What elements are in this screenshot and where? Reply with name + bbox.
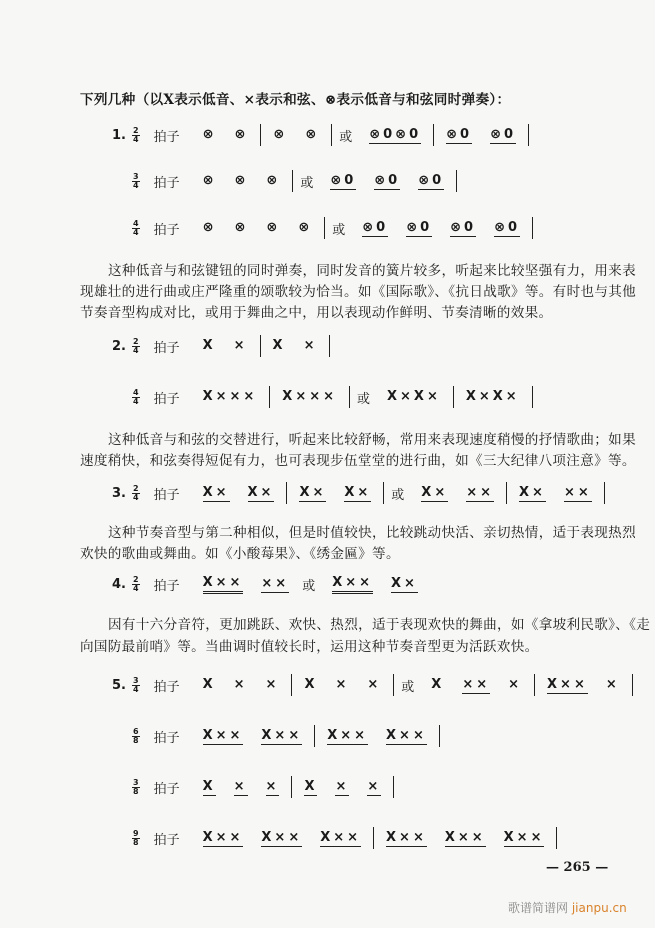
barline (453, 386, 454, 408)
barline (292, 170, 293, 192)
time-signature-denominator: 4 (133, 180, 139, 190)
note-group-beamed: X (202, 778, 216, 794)
note-group-beamed: × (335, 778, 350, 794)
note-group-beamed: X× (519, 484, 546, 500)
rhythm-row (112, 723, 443, 749)
rhythm-row (112, 333, 333, 359)
note-group: X×X× (387, 389, 441, 404)
note-group-beamed: ⊗0 (450, 219, 477, 235)
beat-label: 拍子 (153, 578, 180, 594)
barline (433, 124, 434, 146)
rhythm-row (112, 825, 560, 851)
barline (393, 674, 394, 696)
barline (532, 386, 533, 408)
time-signature (132, 220, 140, 237)
note-group: × (303, 338, 318, 353)
note-group: ⊗ (266, 220, 281, 235)
rhythm-row (112, 480, 608, 506)
time-signature-numerator: 4 (133, 218, 139, 228)
note-group: × (233, 338, 248, 353)
barline (291, 776, 292, 798)
note-group: ⊗ (305, 127, 320, 142)
barline (314, 725, 315, 747)
or-label: 或 (401, 679, 415, 695)
barline (349, 386, 350, 408)
note-group: X××× (202, 389, 258, 404)
or-label: 或 (332, 222, 346, 238)
note-group-beamed: ⊗0 (494, 219, 521, 235)
note-group-beamed: X×× (332, 575, 373, 594)
barline (373, 827, 374, 849)
time-signature-numerator: 2 (133, 574, 139, 584)
note-group-beamed: × (233, 778, 248, 794)
barline (532, 217, 533, 239)
or-label: 或 (339, 129, 353, 145)
note-group: ⊗ (273, 127, 288, 142)
barline (534, 674, 535, 696)
note-group: ⊗ (202, 127, 217, 142)
time-signature (132, 728, 140, 745)
note-group-beamed: X×× (203, 575, 244, 594)
time-signature-numerator: 2 (133, 483, 139, 493)
note-group-beamed: X× (247, 484, 275, 500)
rhythm-row (112, 774, 397, 800)
time-signature (132, 677, 140, 694)
time-signature (132, 576, 140, 593)
barline (632, 674, 633, 696)
note-group-beamed: ×× (261, 575, 290, 591)
note-group-beamed: ⊗0 (362, 219, 389, 235)
paragraph-line: 节奏音型构成对比，或用于舞曲之中，用以表现动作鲜明、节奏清晰的效果。 (80, 305, 553, 321)
note-group-beamed: ⊗0 (374, 172, 401, 188)
barline (260, 335, 261, 357)
watermark-en: jianpu.cn (571, 901, 627, 915)
barline (439, 725, 440, 747)
note-group: X (202, 338, 216, 353)
rhythm-row (112, 168, 460, 194)
time-signature-numerator: 3 (133, 171, 139, 181)
barline (286, 482, 287, 504)
note-group-beamed: ⊗0 (446, 126, 473, 142)
paragraph-line: 这种节奏音型与第二种相似，但是时值较快，比较跳动快活、亲切热情，适于表现热烈 (108, 525, 636, 541)
note-group: ⊗ (234, 127, 249, 142)
note-group: X×X× (465, 389, 520, 404)
barline (604, 482, 605, 504)
note-group-beamed: ⊗0 (490, 126, 517, 142)
note-group-beamed: X× (202, 484, 230, 500)
barline (393, 776, 394, 798)
intro-text: 下列几种（以X表示低音、×表示和弦、⊗表示低音与和弦同时弹奏）： (80, 92, 511, 108)
paragraph-line: 这种低音与和弦的交替进行，听起来比较舒畅，常用来表现速度稍慢的抒情歌曲；如果 (108, 432, 636, 448)
time-signature-denominator: 4 (133, 227, 139, 237)
note-group: X (304, 677, 318, 692)
watermark (508, 899, 627, 916)
note-group-beamed: X×× (320, 829, 362, 845)
time-signature-numerator: 2 (133, 125, 139, 135)
time-signature-denominator: 4 (133, 492, 139, 502)
or-label: 或 (391, 487, 405, 503)
note-group-beamed: X×× (261, 727, 303, 743)
note-group-beamed: X× (299, 484, 327, 500)
time-signature-denominator: 8 (133, 735, 139, 745)
note-group: ⊗ (234, 173, 249, 188)
row-label: 3. (112, 485, 126, 501)
rhythm-row (112, 122, 532, 148)
note-group: × (233, 677, 248, 692)
note-group: ⊗ (202, 173, 217, 188)
note-group-beamed: X× (344, 484, 372, 500)
beat-label: 拍子 (153, 487, 180, 503)
time-signature-numerator: 4 (133, 387, 139, 397)
note-group-beamed: X× (391, 575, 418, 591)
barline (291, 674, 292, 696)
beat-label: 拍子 (153, 730, 180, 746)
time-signature (132, 173, 140, 190)
note-group: ⊗ (298, 220, 313, 235)
note-group-beamed: X×× (444, 829, 486, 845)
note-group: × (265, 677, 280, 692)
barline (528, 124, 529, 146)
note-group: ⊗ (234, 220, 249, 235)
or-label: 或 (302, 578, 316, 594)
paragraph-line: 因有十六分音符，更加跳跃、欢快、热烈，适于表现欢快的舞曲，如《拿坡利民歌》、《走 (108, 617, 651, 633)
time-signature-numerator: 9 (133, 828, 139, 838)
note-group-beamed: ⊗0⊗0 (369, 126, 422, 142)
note-group-beamed: ⊗0 (330, 172, 357, 188)
beat-label: 拍子 (153, 175, 180, 191)
note-group: X××× (282, 389, 337, 404)
barline (456, 170, 457, 192)
beat-label: 拍子 (153, 222, 180, 238)
note-group: × (367, 677, 382, 692)
time-signature (132, 485, 140, 502)
beat-label: 拍子 (153, 391, 180, 407)
rhythm-row (112, 215, 536, 241)
beat-label: 拍子 (153, 340, 180, 356)
note-group: X (202, 677, 216, 692)
rhythm-row (112, 672, 636, 698)
barline (331, 124, 332, 146)
time-signature-numerator: 2 (133, 336, 139, 346)
paragraph-line: 欢快的歌曲或舞曲。如《小酸莓果》、《绣金匾》等。 (80, 546, 400, 562)
paragraph-line: 向国防最前哨》等。当曲调时值较长时，运用这种节奏音型更为活跃欢快。 (80, 639, 539, 655)
time-signature (132, 338, 140, 355)
note-group-beamed: ×× (462, 676, 491, 692)
note-group: X (431, 677, 445, 692)
time-signature-denominator: 4 (133, 684, 139, 694)
barline (329, 335, 330, 357)
row-label: 1. (112, 127, 126, 143)
beat-label: 拍子 (153, 129, 180, 145)
barline (506, 482, 507, 504)
time-signature-denominator: 4 (133, 345, 139, 355)
time-signature-denominator: 4 (133, 396, 139, 406)
row-label: 4. (112, 576, 126, 592)
or-label: 或 (357, 391, 371, 407)
barline (556, 827, 557, 849)
time-signature-denominator: 4 (133, 134, 139, 144)
note-group: X (272, 338, 286, 353)
beat-label: 拍子 (153, 832, 180, 848)
time-signature-numerator: 3 (133, 777, 139, 787)
note-group-beamed: X× (421, 484, 449, 500)
note-group-beamed: × (265, 778, 280, 794)
note-group-beamed: ×× (466, 484, 495, 500)
note-group-beamed: X×× (202, 727, 244, 743)
note-group-beamed: ×× (563, 484, 592, 500)
rhythm-row (112, 571, 427, 597)
beat-label: 拍子 (153, 781, 180, 797)
row-label: 2. (112, 338, 126, 354)
note-group-beamed: ⊗0 (406, 219, 433, 235)
beat-label: 拍子 (153, 679, 180, 695)
note-group: ⊗ (266, 173, 281, 188)
note-group-beamed: X×× (547, 676, 588, 692)
note-group: × (335, 677, 350, 692)
time-signature-denominator: 8 (133, 837, 139, 847)
barline (383, 482, 384, 504)
note-group-beamed: X×× (202, 829, 244, 845)
note-group-beamed: X×× (386, 727, 427, 743)
paragraph-line: 速度稍快，和弦奏得短促有力，也可表现步伍堂堂的进行曲，如《三大纪律八项注意》等。 (80, 453, 636, 469)
note-group-beamed: X×× (261, 829, 303, 845)
time-signature (132, 127, 140, 144)
barline (269, 386, 270, 408)
paragraph-line: 这种低音与和弦键钮的同时弹奏，同时发音的簧片较多，听起来比较坚强有力，用来表 (108, 263, 636, 279)
note-group: ⊗ (202, 220, 217, 235)
rhythm-row (112, 384, 536, 410)
barline (260, 124, 261, 146)
time-signature-denominator: 4 (133, 583, 139, 593)
watermark-cn: 歌谱简谱网 (508, 901, 569, 915)
note-group-beamed: X×× (327, 727, 369, 743)
note-group-beamed: X (304, 778, 318, 794)
time-signature (132, 830, 140, 847)
note-group-beamed: X×× (503, 829, 545, 845)
page-number: — 265 — (546, 860, 609, 875)
note-group-beamed: × (367, 778, 382, 794)
time-signature (132, 779, 140, 796)
row-label: 5. (112, 677, 126, 693)
time-signature-denominator: 8 (133, 786, 139, 796)
time-signature-numerator: 6 (133, 726, 139, 736)
time-signature (132, 389, 140, 406)
note-group: × (605, 677, 620, 692)
time-signature-numerator: 3 (133, 675, 139, 685)
note-group-beamed: X×× (386, 829, 427, 845)
barline (324, 217, 325, 239)
paragraph-line: 现雄壮的进行曲或庄严隆重的颂歌较为恰当。如《国际歌》、《抗日战歌》等。有时也与其他 (80, 284, 637, 300)
note-group-beamed: ⊗0 (418, 172, 445, 188)
note-group: × (508, 677, 523, 692)
or-label: 或 (300, 175, 314, 191)
